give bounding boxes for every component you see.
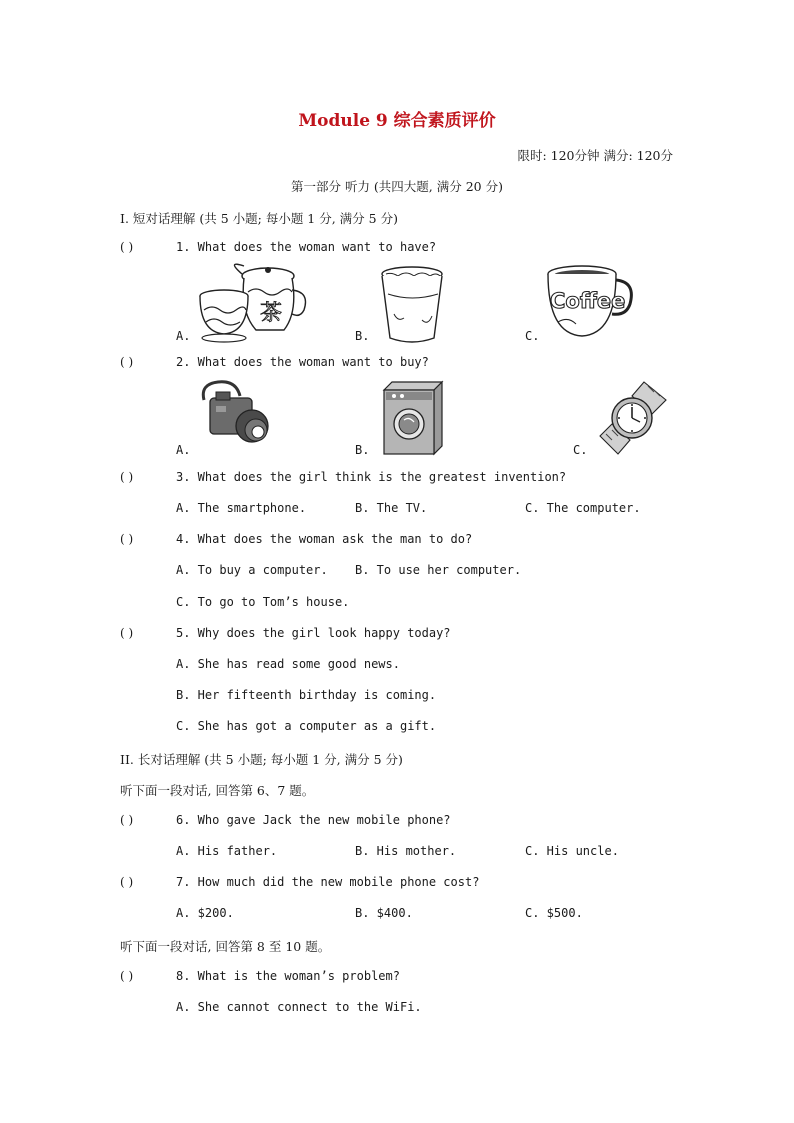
drink-glass-icon xyxy=(378,264,446,346)
answer-blank[interactable]: ( ) xyxy=(120,875,134,889)
option-b-label: B. xyxy=(355,329,370,343)
coffee-word: Coffee xyxy=(550,289,626,313)
option-a[interactable]: A. She has read some good news. xyxy=(176,657,400,671)
option-b[interactable]: B. $400. xyxy=(355,906,413,920)
answer-blank[interactable]: ( ) xyxy=(120,470,134,484)
option-c[interactable]: C. She has got a computer as a gift. xyxy=(176,719,437,733)
question-2 xyxy=(120,355,429,369)
section1-heading: I. 短对话理解 (共 5 小题; 每小题 1 分, 满分 5 分) xyxy=(120,211,398,226)
answer-blank[interactable]: ( ) xyxy=(120,626,134,640)
tea-char: 茶 xyxy=(260,301,283,326)
part-title: 第一部分 听力 (共四大题, 满分 20 分) xyxy=(290,179,503,194)
answer-blank[interactable]: ( ) xyxy=(120,240,134,254)
option-c[interactable]: C. To go to Tom’s house. xyxy=(176,595,350,609)
coffee-cup-icon xyxy=(544,264,634,340)
dialogue-intro-1: 听下面一段对话, 回答第 6、7 题。 xyxy=(120,783,315,798)
question-text: 3. What does the girl think is the greatest invention? xyxy=(176,470,567,484)
question-8 xyxy=(120,969,400,983)
question-text: 8. What is the woman’s problem? xyxy=(176,969,400,983)
question-6 xyxy=(120,813,451,827)
dialogue-intro-2: 听下面一段对话, 回答第 8 至 10 题。 xyxy=(120,939,331,954)
option-a[interactable]: A. His father. xyxy=(176,844,278,858)
option-c-label: C. xyxy=(573,443,588,457)
option-a[interactable]: A. She cannot connect to the WiFi. xyxy=(176,1000,422,1014)
washing-machine-icon xyxy=(378,380,446,456)
answer-blank[interactable]: ( ) xyxy=(120,355,134,369)
page-title: Module 9 综合素质评价 xyxy=(298,111,496,131)
question-7 xyxy=(120,875,479,889)
option-b[interactable]: B. To use her computer. xyxy=(355,563,522,577)
question-text: 5. Why does the girl look happy today? xyxy=(176,626,451,640)
wristwatch-icon xyxy=(596,378,672,458)
option-a[interactable]: A. The smartphone. xyxy=(176,501,307,515)
option-a[interactable]: A. To buy a computer. xyxy=(176,563,328,577)
question-text: 1. What does the woman want to have? xyxy=(176,240,437,254)
answer-blank[interactable]: ( ) xyxy=(120,532,134,546)
option-b[interactable]: B. His mother. xyxy=(355,844,457,858)
option-a[interactable]: A. $200. xyxy=(176,906,234,920)
time-limit: 限时: 120分钟 满分: 120分 xyxy=(517,148,673,163)
option-b[interactable]: B. Her fifteenth birthday is coming. xyxy=(176,688,437,702)
question-text: 4. What does the woman ask the man to do? xyxy=(176,532,473,546)
question-5 xyxy=(120,626,451,640)
tea-set-icon xyxy=(196,262,312,344)
answer-blank[interactable]: ( ) xyxy=(120,813,134,827)
option-a-label: A. xyxy=(176,443,191,457)
question-text: 2. What does the woman want to buy? xyxy=(176,355,429,369)
option-b[interactable]: B. The TV. xyxy=(355,501,428,515)
question-1 xyxy=(120,240,436,254)
question-text: 7. How much did the new mobile phone cost? xyxy=(176,875,480,889)
option-c-label: C. xyxy=(525,329,540,343)
answer-blank[interactable]: ( ) xyxy=(120,969,134,983)
question-3 xyxy=(120,470,566,484)
section2-heading: II. 长对话理解 (共 5 小题; 每小题 1 分, 满分 5 分) xyxy=(120,752,403,767)
question-text: 6. Who gave Jack the new mobile phone? xyxy=(176,813,451,827)
option-b-label: B. xyxy=(355,443,370,457)
option-c[interactable]: C. His uncle. xyxy=(525,844,619,858)
question-4 xyxy=(120,532,472,546)
option-c[interactable]: C. $500. xyxy=(525,906,583,920)
option-c[interactable]: C. The computer. xyxy=(525,501,641,515)
camera-icon xyxy=(196,380,274,446)
option-a-label: A. xyxy=(176,329,191,343)
